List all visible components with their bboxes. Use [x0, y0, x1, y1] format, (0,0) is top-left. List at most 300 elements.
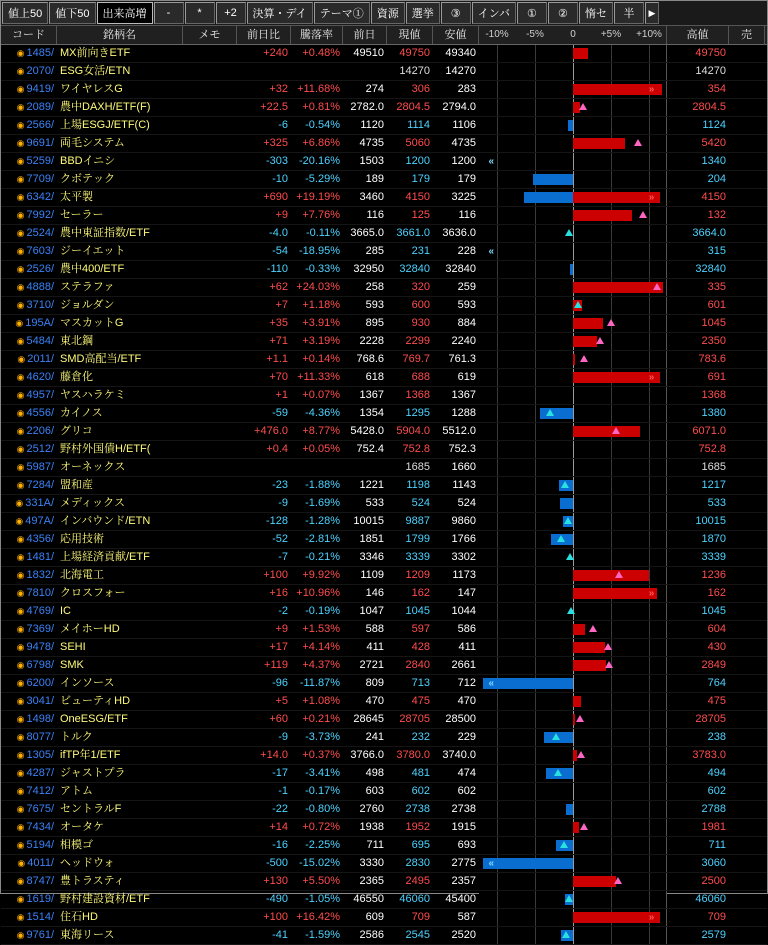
table-row[interactable]: [1, 513, 767, 531]
table-row[interactable]: [1, 369, 767, 387]
table-row[interactable]: [1, 405, 767, 423]
cell-prev: 1503: [359, 155, 384, 167]
toolbar-button-9[interactable]: 選挙: [406, 2, 440, 24]
table-row[interactable]: [1, 423, 767, 441]
table-row[interactable]: [1, 279, 767, 297]
cell-code[interactable]: [1, 369, 57, 386]
cell-low: 2520: [451, 929, 476, 941]
toolbar-button-7[interactable]: テーマ①: [314, 2, 370, 24]
chart-gridline: [497, 153, 498, 170]
cell-high: 2788: [701, 803, 726, 815]
column-header-prev[interactable]: 前日: [343, 26, 387, 44]
table-row[interactable]: [1, 243, 767, 261]
table-row[interactable]: [1, 189, 767, 207]
cell-name: ヘッドウォ: [60, 857, 115, 869]
bullet-icon: ◉: [15, 516, 24, 526]
cell-low: 470: [457, 695, 476, 707]
cell-sell: [729, 99, 765, 116]
cell-code[interactable]: [1, 549, 57, 566]
cell-code[interactable]: [1, 675, 57, 692]
table-row[interactable]: [1, 765, 767, 783]
cell-sell: [729, 279, 765, 296]
bullet-icon: ◉: [15, 318, 24, 328]
cell-change-chart: [479, 495, 667, 512]
table-row[interactable]: [1, 729, 767, 747]
chart-gridline: [535, 909, 536, 926]
chart-gridline: [611, 603, 612, 620]
column-header-memo[interactable]: メモ: [183, 26, 237, 44]
cell-code[interactable]: [1, 351, 57, 368]
cell-name: セントラルF: [60, 803, 122, 815]
cell-now: 2299: [405, 335, 430, 347]
cell-rate: +0.37%: [302, 749, 340, 761]
cell-memo: [183, 333, 237, 350]
chart-zero-line: [573, 837, 574, 854]
table-row[interactable]: [1, 603, 767, 621]
cell-code[interactable]: [1, 207, 57, 224]
code-text: 6342/: [26, 191, 54, 203]
chart-gridline: [611, 747, 612, 764]
chart-gridline: [497, 639, 498, 656]
chart-gridline: [611, 117, 612, 134]
toolbar-button-13[interactable]: ②: [548, 2, 578, 24]
cell-code[interactable]: [1, 171, 57, 188]
code-text: 4620/: [26, 371, 54, 383]
cell-prev: 3346: [359, 551, 384, 563]
cell-code[interactable]: [1, 225, 57, 242]
cell-memo: [183, 135, 237, 152]
cell-prev-diff: -52: [272, 533, 288, 545]
cell-prev-diff: +0.4: [266, 443, 288, 455]
chart-gridline: [649, 243, 650, 260]
column-header-name[interactable]: 銘柄名: [57, 26, 183, 44]
code-text: 7369/: [26, 623, 54, 635]
cell-code[interactable]: [1, 261, 57, 278]
chart-marker-triangle: [576, 715, 584, 722]
cell-low: 1915: [451, 821, 476, 833]
chart-gridline: [497, 711, 498, 728]
bullet-icon: ◉: [16, 228, 25, 238]
cell-prev-diff: +100: [263, 569, 288, 581]
cell-code[interactable]: [1, 405, 57, 422]
cell-prev-diff: +35: [269, 317, 288, 329]
cell-memo: [183, 639, 237, 656]
cell-code[interactable]: [1, 153, 57, 170]
chart-gridline: [535, 873, 536, 890]
cell-name: 藤倉化: [60, 371, 93, 383]
cell-code[interactable]: [1, 81, 57, 98]
cell-code[interactable]: [1, 747, 57, 764]
cell-code[interactable]: [1, 423, 57, 440]
cell-high: 494: [707, 767, 726, 779]
table-row[interactable]: [1, 45, 767, 63]
chart-gridline: [497, 333, 498, 350]
cell-code[interactable]: [1, 909, 57, 926]
cell-prev: 711: [366, 839, 384, 851]
cell-code[interactable]: [1, 783, 57, 800]
cell-now: 2840: [405, 659, 430, 671]
chart-limit-marker: «: [488, 858, 494, 869]
chart-marker-triangle: [653, 283, 661, 290]
cell-low: 5512.0: [442, 425, 476, 437]
cell-sell: [729, 765, 765, 782]
cell-high: 2500: [701, 875, 726, 887]
table-row[interactable]: [1, 153, 767, 171]
table-row[interactable]: [1, 873, 767, 891]
cell-now: 1209: [405, 569, 430, 581]
cell-prev-diff: +14.0: [260, 749, 288, 761]
table-row[interactable]: [1, 549, 767, 567]
table-row[interactable]: [1, 567, 767, 585]
table-row[interactable]: [1, 351, 767, 369]
table-row[interactable]: [1, 225, 767, 243]
cell-code[interactable]: [1, 387, 57, 404]
cell-high: 3339: [701, 551, 726, 563]
cell-prev: 1109: [360, 569, 384, 581]
cell-sell: [729, 153, 765, 170]
toolbar-scroll-right[interactable]: ▶: [645, 2, 659, 24]
cell-code[interactable]: [1, 63, 57, 80]
cell-low: 2661: [451, 659, 476, 671]
cell-code[interactable]: [1, 279, 57, 296]
cell-code[interactable]: [1, 315, 57, 332]
table-row[interactable]: [1, 747, 767, 765]
cell-code[interactable]: [1, 855, 57, 872]
chart-zero-line: [573, 477, 574, 494]
table-row[interactable]: [1, 297, 767, 315]
cell-code[interactable]: [1, 45, 57, 62]
chart-gridline: [497, 315, 498, 332]
cell-memo: [183, 81, 237, 98]
table-row[interactable]: [1, 315, 767, 333]
toolbar-button-3[interactable]: -: [154, 2, 184, 24]
toolbar-button-10[interactable]: ③: [441, 2, 471, 24]
bullet-icon: ◉: [16, 660, 25, 670]
table-row[interactable]: [1, 63, 767, 81]
table-row[interactable]: [1, 783, 767, 801]
toolbar-button-14[interactable]: 惰セ: [579, 2, 613, 24]
table-row[interactable]: [1, 135, 767, 153]
cell-code[interactable]: [1, 927, 57, 944]
cell-code[interactable]: [1, 495, 57, 512]
toolbar-button-4[interactable]: *: [185, 2, 215, 24]
bullet-icon: ◉: [16, 804, 25, 814]
column-header-prev-diff[interactable]: 前日比: [237, 26, 291, 44]
cell-sell: [729, 531, 765, 548]
cell-low: 602: [457, 785, 476, 797]
bullet-icon: ◉: [16, 678, 25, 688]
cell-code[interactable]: [1, 135, 57, 152]
cell-low: 474: [457, 767, 476, 779]
cell-change-chart: [479, 621, 667, 638]
column-header-code[interactable]: コード: [1, 26, 57, 44]
toolbar-button-1[interactable]: 値下50: [49, 2, 95, 24]
cell-sell: [729, 117, 765, 134]
cell-code[interactable]: [1, 531, 57, 548]
toolbar-button-12[interactable]: ①: [517, 2, 547, 24]
cell-code[interactable]: [1, 243, 57, 260]
cell-code[interactable]: [1, 459, 57, 476]
code-text: 7434/: [26, 821, 54, 833]
chart-gridline: [497, 369, 498, 386]
cell-change-chart: [479, 333, 667, 350]
chart-gridline: [497, 45, 498, 62]
cell-change-chart: [479, 693, 667, 710]
cell-code[interactable]: [1, 513, 57, 530]
table-row[interactable]: [1, 117, 767, 135]
toolbar-button-6[interactable]: 決算・デイ: [247, 2, 313, 24]
cell-now: 1685: [405, 461, 430, 473]
cell-now: 2738: [405, 803, 430, 815]
cell-prev: 10015: [353, 515, 384, 527]
table-row[interactable]: [1, 711, 767, 729]
table-row[interactable]: [1, 837, 767, 855]
cell-rate: -0.54%: [305, 119, 340, 131]
cell-rate: -1.59%: [305, 929, 340, 941]
chart-gridline: [497, 585, 498, 602]
code-text: 1485/: [26, 47, 54, 59]
chart-gridline: [611, 45, 612, 62]
bullet-icon: ◉: [16, 264, 25, 274]
table-row[interactable]: [1, 441, 767, 459]
toolbar: [1, 1, 767, 26]
cell-code[interactable]: [1, 801, 57, 818]
chart-marker-triangle: [614, 877, 622, 884]
table-row[interactable]: [1, 387, 767, 405]
toolbar-button-8[interactable]: 資源: [371, 2, 405, 24]
cell-code[interactable]: [1, 477, 57, 494]
toolbar-button-11[interactable]: インバ: [472, 2, 516, 24]
cell-now: 769.7: [402, 353, 430, 365]
cell-change-chart: [479, 567, 667, 584]
column-header-high[interactable]: 高値: [667, 26, 729, 44]
cell-high: 14270: [695, 65, 726, 77]
cell-sell: [729, 657, 765, 674]
table-row[interactable]: [1, 819, 767, 837]
column-header-low[interactable]: 安値: [433, 26, 479, 44]
toolbar-button-5[interactable]: +2: [216, 2, 246, 24]
chart-marker-triangle: [560, 841, 568, 848]
column-header-now[interactable]: 現値: [387, 26, 433, 44]
chart-gridline: [497, 261, 498, 278]
chart-limit-marker: «: [488, 246, 494, 257]
table-row[interactable]: [1, 855, 767, 873]
code-text: 1498/: [26, 713, 54, 725]
cell-code[interactable]: [1, 657, 57, 674]
chart-bar-negative: [524, 192, 573, 203]
chart-gridline: [535, 243, 536, 260]
chart-zero-line: [573, 765, 574, 782]
chart-bar: [560, 498, 573, 509]
table-row[interactable]: [1, 81, 767, 99]
cell-code[interactable]: [1, 603, 57, 620]
cell-code[interactable]: [1, 117, 57, 134]
cell-prev-diff: +130: [263, 875, 288, 887]
cell-rate: -2.81%: [305, 533, 340, 545]
table-row[interactable]: [1, 585, 767, 603]
column-header-sell[interactable]: 売: [729, 26, 765, 44]
chart-gridline: [535, 99, 536, 116]
cell-prev-diff: +16: [269, 587, 288, 599]
cell-code[interactable]: [1, 297, 57, 314]
cell-change-chart: [479, 63, 667, 80]
chart-bar: [573, 48, 588, 59]
table-row[interactable]: [1, 477, 767, 495]
chart-gridline: [497, 225, 498, 242]
chart-gridline: [611, 387, 612, 404]
cell-code[interactable]: [1, 189, 57, 206]
chart-gridline: [649, 135, 650, 152]
cell-rate: +5.50%: [302, 875, 340, 887]
cell-rate: +1.53%: [302, 623, 340, 635]
cell-prev-diff: -17: [272, 767, 288, 779]
cell-name: 東北鋼: [60, 335, 93, 347]
toolbar-button-15[interactable]: 半: [614, 2, 644, 24]
table-row[interactable]: [1, 693, 767, 711]
cell-now: 179: [411, 173, 430, 185]
chart-marker-triangle: [580, 823, 588, 830]
cell-code[interactable]: [1, 765, 57, 782]
cell-code[interactable]: [1, 99, 57, 116]
toolbar-button-0[interactable]: 値上50: [2, 2, 48, 24]
chart-gridline: [497, 657, 498, 674]
chart-gridline: [649, 513, 650, 530]
table-row[interactable]: [1, 909, 767, 927]
bullet-icon: ◉: [16, 282, 25, 292]
chart-gridline: [497, 387, 498, 404]
chart-gridline: [535, 333, 536, 350]
chart-gridline: [497, 801, 498, 818]
cell-name: SMK: [60, 659, 84, 671]
cell-memo: [183, 99, 237, 116]
table-row[interactable]: [1, 171, 767, 189]
table-row[interactable]: [1, 531, 767, 549]
cell-memo: [183, 819, 237, 836]
chart-gridline: [497, 729, 498, 746]
chart-gridline: [497, 459, 498, 476]
chart-gridline: [649, 297, 650, 314]
cell-now: 709: [411, 911, 430, 923]
cell-prev: 1354: [359, 407, 384, 419]
code-text: 3710/: [26, 299, 54, 311]
code-text: 7284/: [26, 479, 54, 491]
cell-rate: +10.96%: [296, 587, 340, 599]
chart-marker-triangle: [639, 211, 647, 218]
table-row[interactable]: [1, 495, 767, 513]
cell-prev: 588: [365, 623, 384, 635]
cell-low: 2794.0: [442, 101, 476, 113]
cell-code[interactable]: [1, 333, 57, 350]
table-row[interactable]: [1, 657, 767, 675]
code-text: 8077/: [26, 731, 54, 743]
cell-high: 475: [707, 695, 726, 707]
cell-code[interactable]: [1, 441, 57, 458]
chart-gridline: [535, 747, 536, 764]
cell-code[interactable]: [1, 873, 57, 890]
code-text: 2011/: [27, 353, 54, 365]
cell-rate: +16.42%: [296, 911, 340, 923]
chart-zero-line: [573, 513, 574, 530]
cell-memo: [183, 45, 237, 62]
chart-gridline: [611, 729, 612, 746]
table-row[interactable]: [1, 207, 767, 225]
table-row[interactable]: [1, 927, 767, 945]
cell-prev-diff: -9: [278, 731, 288, 743]
cell-high: 132: [707, 209, 726, 221]
chart-gridline: [497, 603, 498, 620]
cell-name: オータケ: [60, 821, 104, 833]
cell-rate: +4.14%: [302, 641, 340, 653]
bullet-icon: ◉: [16, 210, 25, 220]
cell-change-chart: [479, 639, 667, 656]
cell-code[interactable]: [1, 567, 57, 584]
code-text: 5484/: [26, 335, 54, 347]
chart-gridline: [611, 531, 612, 548]
chart-gridline: [649, 117, 650, 134]
code-text: 4356/: [26, 533, 54, 545]
chart-gridline: [611, 405, 612, 422]
cell-code[interactable]: [1, 693, 57, 710]
stock-table-body: [1, 45, 767, 945]
cell-high: 238: [707, 731, 726, 743]
code-text: 4011/: [27, 857, 54, 869]
chart-gridline: [649, 531, 650, 548]
cell-code[interactable]: [1, 729, 57, 746]
table-row[interactable]: [1, 99, 767, 117]
table-row[interactable]: [1, 639, 767, 657]
cell-change-chart: [479, 387, 667, 404]
chart-bar: [540, 408, 573, 419]
table-row[interactable]: [1, 675, 767, 693]
bullet-icon: ◉: [16, 408, 25, 418]
cell-rate: -0.11%: [305, 227, 340, 239]
column-header-rate[interactable]: 騰落率: [291, 26, 343, 44]
chart-scale-label-0: -10%: [485, 29, 509, 40]
cell-code[interactable]: [1, 621, 57, 638]
table-row[interactable]: [1, 801, 767, 819]
cell-memo: [183, 351, 237, 368]
table-row[interactable]: [1, 621, 767, 639]
chart-limit-marker: »: [648, 192, 655, 203]
table-row[interactable]: [1, 333, 767, 351]
cell-high: 46060: [695, 893, 726, 905]
chart-zero-line: [573, 405, 574, 422]
chart-bar: [573, 750, 577, 761]
cell-prev-diff: +5: [275, 695, 288, 707]
chart-gridline: [497, 693, 498, 710]
cell-rate: -2.25%: [305, 839, 340, 851]
chart-limit-marker: «: [488, 678, 494, 689]
cell-memo: [183, 405, 237, 422]
cell-code[interactable]: [1, 585, 57, 602]
table-row[interactable]: [1, 459, 767, 477]
cell-now: 1114: [407, 119, 430, 131]
cell-now: 1368: [405, 389, 430, 401]
table-row[interactable]: [1, 261, 767, 279]
cell-code[interactable]: [1, 837, 57, 854]
cell-high: 2804.5: [692, 101, 726, 113]
toolbar-button-2[interactable]: 出来高増: [97, 2, 153, 24]
code-text: 7603/: [26, 245, 54, 257]
cell-code[interactable]: [1, 711, 57, 728]
cell-prev: 4735: [359, 137, 384, 149]
cell-code[interactable]: [1, 819, 57, 836]
cell-prev-diff: -303: [265, 155, 288, 167]
cell-code[interactable]: [1, 639, 57, 656]
cell-prev: 285: [365, 245, 384, 257]
cell-sell: [729, 315, 765, 332]
cell-prev-diff: -110: [266, 263, 288, 275]
